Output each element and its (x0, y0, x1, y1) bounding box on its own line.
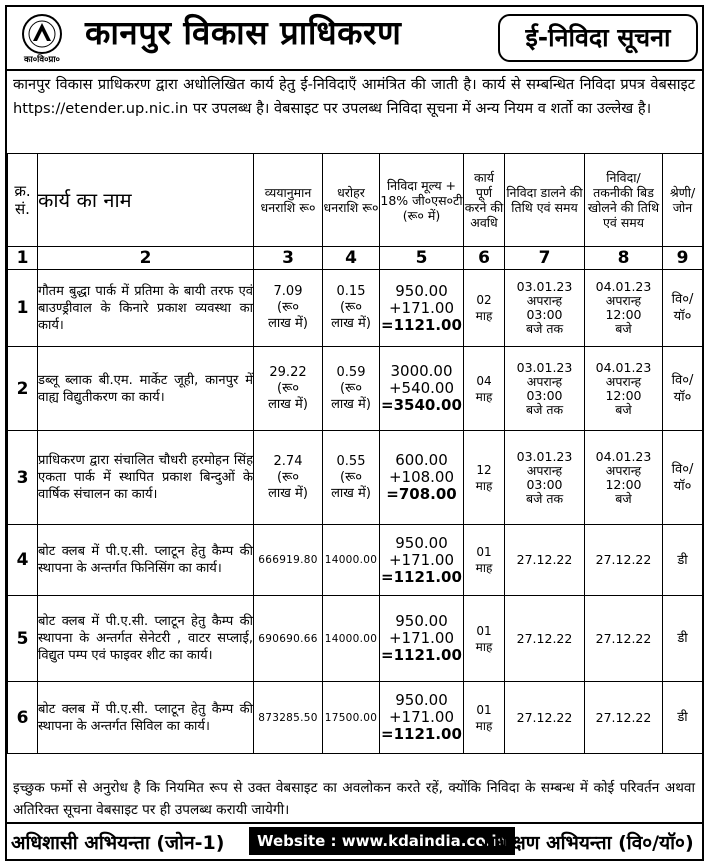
table-row (8, 347, 703, 431)
period-line: माह (475, 639, 493, 654)
estimated-cost-cell (254, 431, 323, 525)
header-sn: क्र. सं. (8, 154, 38, 247)
zone-line: डी (677, 552, 688, 568)
cost-line: लाख में) (268, 396, 308, 412)
estimated-cost-cell (254, 596, 323, 682)
completion-period-cell (464, 596, 505, 682)
tender-fee-cell (380, 431, 464, 525)
table-row (8, 596, 703, 682)
period-line: माह (475, 389, 493, 404)
fee-line: =1121.00 (381, 315, 462, 334)
row-serial-number: 2 (8, 347, 38, 431)
website-banner: Website : www.kdaindia.co.in (249, 827, 515, 855)
emd-line: लाख में) (331, 316, 371, 331)
fee-line: 600.00 (395, 451, 448, 469)
period-line: माह (475, 478, 493, 493)
notice-type-badge: ई-निविदा सूचना (498, 14, 698, 62)
column-number: 6 (464, 247, 505, 270)
authority-title: कानपुर विकास प्राधिकरण (85, 13, 402, 52)
cost-line: (रू० (277, 469, 299, 485)
opening-date-cell (585, 525, 663, 596)
period-line: माह (475, 309, 493, 323)
logo-text: का०वि०प्रा० (24, 55, 60, 63)
notice-header (7, 7, 702, 71)
tender-fee-cell (380, 347, 464, 431)
open-line: अपरान्ह (605, 462, 642, 478)
open-line: अपरान्ह (605, 293, 642, 308)
completion-period-cell (464, 270, 505, 347)
zone-line: वि०/ (671, 372, 694, 388)
earnest-money-cell (323, 347, 380, 431)
row-serial-number: 5 (8, 596, 38, 682)
zone-line: वि०/ (671, 292, 694, 307)
executive-engineer-signature: अधिशासी अभियन्ता (जोन-1) (11, 832, 225, 854)
header-estimated-cost: व्ययानुमान धनराशि रू० (254, 154, 323, 247)
earnest-money-cell (323, 596, 380, 682)
cost-line: 873285.50 (258, 711, 318, 724)
open-line: बजे (615, 401, 632, 417)
column-number: 1 (8, 247, 38, 270)
opening-date-cell (585, 596, 663, 682)
submission-date-cell (505, 682, 585, 754)
fee-line: =3540.00 (381, 396, 462, 414)
cost-line: 29.22 (269, 364, 307, 380)
works-table (7, 153, 703, 754)
column-number: 5 (380, 247, 464, 270)
fee-line: +171.00 (388, 298, 455, 317)
work-name-cell: डब्लू ब्लाक बी.एम. मार्केट जूही, कानपुर में वाह्य विद्युतीकरण का कार्य। (38, 347, 254, 431)
header-earnest-money: धरोहर धनराशि रू० (323, 154, 380, 247)
column-number: 7 (505, 247, 585, 270)
open-line: बजे (615, 321, 632, 336)
category-zone-cell (663, 682, 703, 754)
open-line: अपरान्ह (605, 373, 642, 389)
header-work-name: कार्य का नाम (38, 154, 254, 247)
opening-date-cell (585, 431, 663, 525)
superintending-engineer-signature: अधीक्षण अभियन्ता (वि०/यॉ०) (481, 832, 694, 854)
header-category-zone: श्रेणी/ जोन (663, 154, 703, 247)
earnest-money-cell (323, 431, 380, 525)
period-line: 04 (476, 373, 492, 388)
emd-line: 17500.00 (324, 711, 378, 724)
submit-line: 03:00 (526, 307, 563, 322)
fee-line: 950.00 (395, 281, 448, 300)
open-line: 27.12.22 (595, 709, 652, 725)
column-number: 9 (663, 247, 703, 270)
fee-line: +171.00 (388, 708, 455, 726)
completion-period-cell (464, 347, 505, 431)
period-line: 02 (476, 293, 492, 307)
period-line: 01 (476, 702, 492, 717)
column-number-row (8, 247, 703, 270)
completion-period-cell (464, 431, 505, 525)
fee-line: =1121.00 (381, 567, 462, 586)
row-serial-number: 6 (8, 682, 38, 754)
cost-line: लाख में) (268, 316, 308, 331)
earnest-money-cell (323, 525, 380, 596)
table-row (8, 431, 703, 525)
cost-line: लाख में) (268, 485, 308, 501)
zone-line: यॉ० (673, 309, 692, 324)
submit-line: 03:00 (526, 476, 563, 492)
category-zone-cell (663, 596, 703, 682)
submit-line: अपरान्ह (526, 373, 563, 389)
table-row (8, 525, 703, 596)
period-line: 12 (476, 462, 492, 477)
zone-line: यॉ० (673, 478, 692, 494)
row-serial-number: 1 (8, 270, 38, 347)
table-row (8, 270, 703, 347)
completion-period-cell (464, 682, 505, 754)
row-serial-number: 3 (8, 431, 38, 525)
submit-line: 27.12.22 (516, 552, 573, 567)
tender-fee-cell (380, 525, 464, 596)
header-submission-date: निविदा डालने की तिथि एवं समय (505, 154, 585, 247)
open-line: बजे (615, 490, 632, 506)
open-line: 12:00 (605, 307, 642, 322)
fee-line: 950.00 (395, 533, 448, 552)
category-zone-cell (663, 431, 703, 525)
tender-fee-cell (380, 270, 464, 347)
period-line: 01 (476, 623, 492, 638)
submission-date-cell (505, 596, 585, 682)
submit-line: बजे तक (525, 490, 564, 506)
footer-note: इच्छुक फर्मो से अनुरोध है कि नियमित रूप से उक्त वेबसाइट का अवलोकन करते रहें, क्योंकि निविदा के सम्बन्ध में कोई परिवर्तन अथवा अतिरिक्त सूचना वेबसाइट पर ही उपलब्ध करायी जायेगी। (13, 780, 695, 818)
row-serial-number: 4 (8, 525, 38, 596)
tender-fee-cell (380, 682, 464, 754)
open-line: 27.12.22 (595, 552, 652, 567)
work-name-cell: प्राधिकरण द्वारा संचालित चौधरी हरमोहन सिंह एकता पार्क में स्थापित प्रकाश बिन्दुओं के वार्षिक संचालन का कार्य। (38, 431, 254, 525)
fee-line: 3000.00 (390, 362, 453, 380)
submit-line: बजे तक (525, 321, 564, 336)
opening-date-cell (585, 270, 663, 347)
submit-line: 03.01.23 (516, 359, 573, 375)
cost-line: 666919.80 (258, 554, 318, 566)
header-completion-period: कार्य पूर्ण करने की अवधि (464, 154, 505, 247)
open-line: 12:00 (605, 476, 642, 492)
cost-line: (रू० (277, 380, 299, 396)
cost-line: 7.09 (273, 284, 303, 299)
work-name-cell: बोट क्लब में पी.ए.सी. प्लाटून हेतु कैम्प की स्थापना के अन्तर्गत फिनिसिंग का कार्य। (38, 525, 254, 596)
category-zone-cell (663, 525, 703, 596)
signature-bar (7, 822, 702, 861)
completion-period-cell (464, 525, 505, 596)
zone-line: वि०/ (671, 461, 694, 477)
column-number: 4 (323, 247, 380, 270)
emd-line: (रू० (340, 380, 362, 396)
fee-line: +540.00 (388, 379, 455, 397)
emd-line: लाख में) (331, 485, 371, 501)
period-line: माह (475, 561, 493, 575)
fee-line: +171.00 (388, 550, 455, 569)
submission-date-cell (505, 525, 585, 596)
category-zone-cell (663, 347, 703, 431)
submission-date-cell (505, 270, 585, 347)
estimated-cost-cell (254, 270, 323, 347)
zone-line: यॉ० (673, 389, 692, 405)
estimated-cost-cell (254, 682, 323, 754)
fee-line: +171.00 (388, 629, 455, 647)
open-line: 04.01.23 (595, 279, 652, 294)
fee-line: 950.00 (395, 612, 448, 630)
intro-paragraph: कानपुर विकास प्राधिकरण द्वारा अधोलिखित कार्य हेतु ई-निविदाएँ आमंत्रित की जाती है। कार्य से सम्बन्धित निविदा प्रपत्र वेबसाइट https://etender.up.nic.in पर उपलब्ध है। वेबसाइट पर उपलब्ध निविदा सूचना में अन्य नियम व शर्तो का उल्लेख है। (13, 76, 695, 117)
open-line: 04.01.23 (595, 359, 652, 375)
zone-line: डी (677, 631, 688, 646)
submit-line: 27.12.22 (516, 709, 573, 725)
emd-line: 0.55 (336, 453, 366, 469)
open-line: 12:00 (605, 387, 642, 403)
cost-line: 2.74 (273, 453, 303, 469)
cost-line: 690690.66 (258, 632, 318, 645)
emd-line: 14000.00 (324, 632, 378, 645)
tender-notice (5, 5, 704, 861)
header-opening-date: निविदा/ तकनीकी बिड खोलने की तिथि एवं समय (585, 154, 663, 247)
column-number: 2 (38, 247, 254, 270)
zone-line: डी (677, 710, 688, 725)
period-line: माह (475, 718, 493, 733)
emd-line: लाख में) (331, 396, 371, 412)
work-name-cell: बोट क्लब में पी.ए.सी. प्लाटून हेतु कैम्प की स्थापना के अन्तर्गत सेनेटरी , वाटर सप्लाई, विद्युत पम्प एवं फाइवर शीट का कार्य। (38, 596, 254, 682)
period-line: 01 (476, 545, 492, 559)
opening-date-cell (585, 347, 663, 431)
fee-line: 950.00 (395, 691, 448, 709)
work-name-cell: गौतम बुद्धा पार्क में प्रतिमा के बायी तरफ एवं बाउण्ड्रीवाल के किनारे प्रकाश व्यवस्था का कार्य। (38, 270, 254, 347)
tender-fee-cell (380, 596, 464, 682)
category-zone-cell (663, 270, 703, 347)
kda-logo-emblem-icon (13, 13, 71, 63)
table-header-row (8, 154, 703, 247)
emd-line: (रू० (340, 469, 362, 485)
emd-line: 14000.00 (324, 554, 378, 566)
header-tender-fee: निविदा मूल्य + 18% जी०एस०टी (रू० में) (380, 154, 464, 247)
fee-line: +108.00 (388, 468, 455, 486)
submit-line: 27.12.22 (516, 630, 573, 646)
fee-line: =1121.00 (381, 725, 462, 743)
earnest-money-cell (323, 682, 380, 754)
emd-line: (रू० (340, 300, 362, 315)
submit-line: 03.01.23 (516, 448, 573, 464)
submit-line: अपरान्ह (526, 462, 563, 478)
emd-line: 0.59 (336, 364, 366, 380)
submit-line: अपरान्ह (526, 293, 563, 308)
estimated-cost-cell (254, 525, 323, 596)
emd-line: 0.15 (336, 284, 366, 299)
earnest-money-cell (323, 270, 380, 347)
open-line: 27.12.22 (595, 630, 652, 646)
column-number: 3 (254, 247, 323, 270)
work-name-cell: बोट क्लब में पी.ए.सी. प्लाटून हेतु कैम्प की स्थापना के अन्तर्गत सिविल का कार्य। (38, 682, 254, 754)
submission-date-cell (505, 347, 585, 431)
fee-line: =1121.00 (381, 646, 462, 664)
submit-line: 03:00 (526, 387, 563, 403)
submit-line: बजे तक (525, 401, 564, 417)
column-number: 8 (585, 247, 663, 270)
submission-date-cell (505, 431, 585, 525)
fee-line: =708.00 (386, 485, 457, 503)
estimated-cost-cell (254, 347, 323, 431)
open-line: 04.01.23 (595, 448, 652, 464)
opening-date-cell (585, 682, 663, 754)
submit-line: 03.01.23 (516, 279, 573, 294)
table-row (8, 682, 703, 754)
cost-line: (रू० (277, 300, 299, 315)
